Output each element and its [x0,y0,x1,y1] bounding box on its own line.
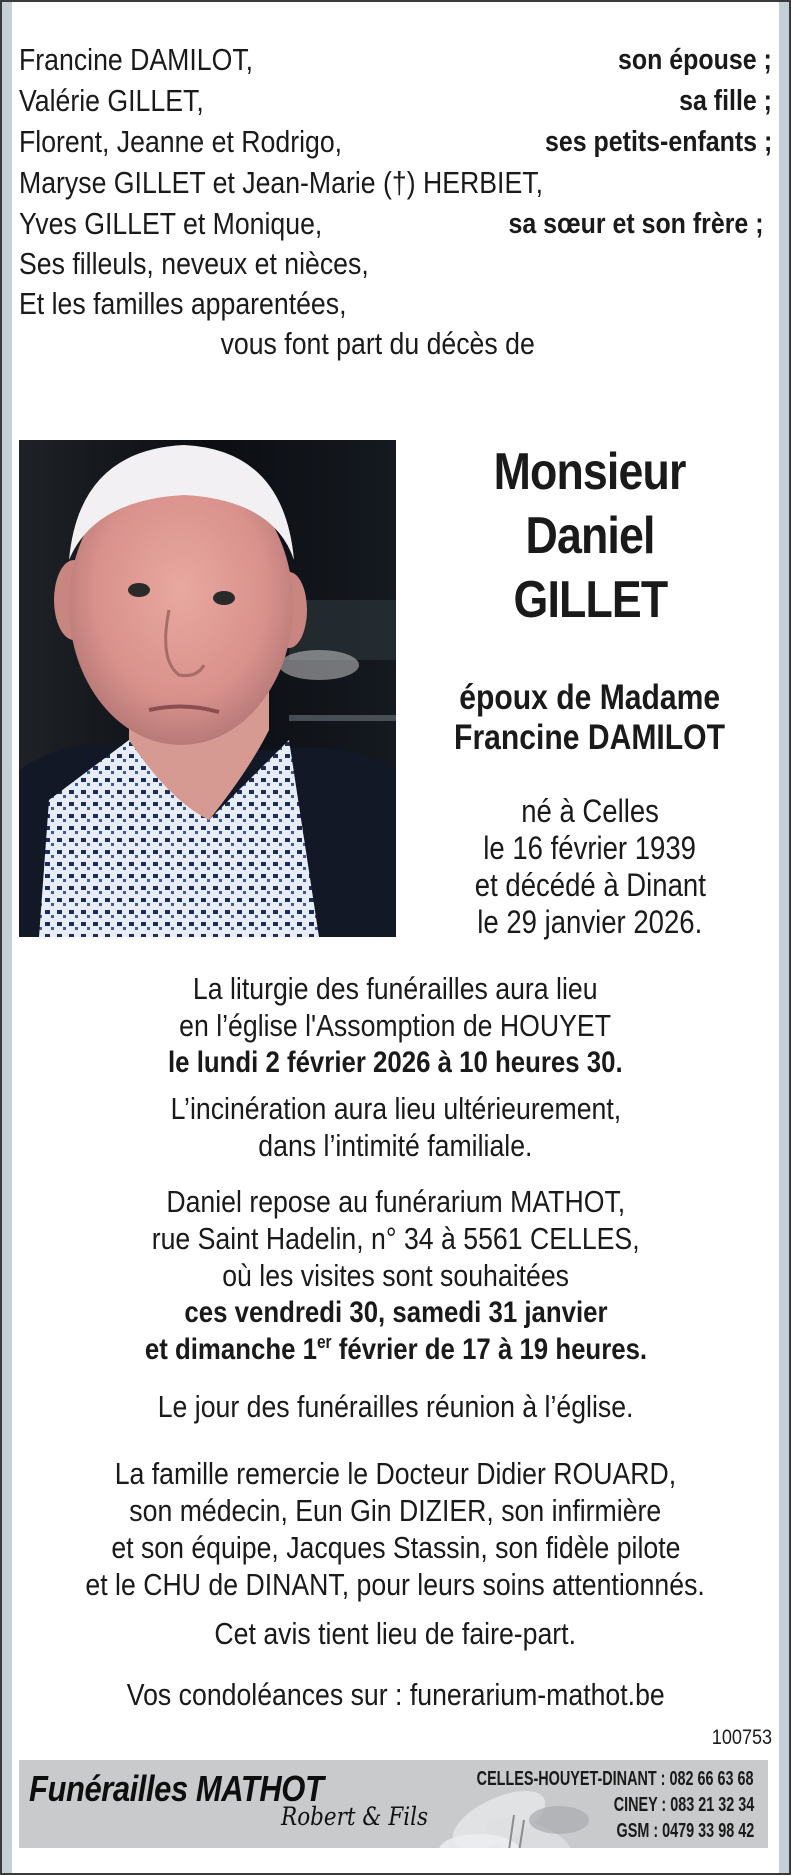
family-line [19,284,772,324]
family-line [19,81,772,121]
spouse-line-2: Francine DAMILOT [454,718,726,757]
announcement: vous font part du décès de [220,326,535,361]
condolences-line: Vos condoléances sur : funerarium-mathot.be [126,1677,665,1712]
contact-phone: CINEY : 083 21 32 34 [613,1794,754,1816]
spouse-line-1: époux de Madame [459,678,721,717]
family-line [19,40,772,80]
cremation-block [12,1090,779,1164]
family-relation: sa fille ; [679,85,772,117]
thanks-line: La famille remercie le Docteur Didier ROUARD, [114,1456,677,1491]
liturgy-block [12,970,779,1081]
thanks-line: son médecin, Eun Gin DIZIER, son infirmière [129,1493,662,1528]
family-relation: sa sœur et son frère ; [508,208,764,240]
cremation-line: L’incinération aura lieu ultérieurement, [170,1091,621,1126]
deceased-first-name: Daniel [525,507,655,565]
contact-phone: GSM : 0479 33 98 42 [616,1820,754,1842]
contact-phone: CELLES-HOUYET-DINANT : 082 66 63 68 [477,1768,754,1790]
visitation-dates: et dimanche 1er février de 17 à 19 heures. [144,1332,647,1366]
thanks-line: et son équipe, Jacques Stassin, son fidèle pilote [110,1530,681,1565]
family-line [19,163,772,203]
family-relation: ses petits-enfants ; [544,126,772,158]
deceased-title: Monsieur [494,443,686,501]
family-name: Yves GILLET et Monique, [19,206,323,241]
cremation-line: dans l’intimité familiale. [258,1128,533,1163]
family-name: Maryse GILLET et Jean-Marie (†) HERBIET, [19,165,543,200]
meeting-line: Le jour des funérailles réunion à l’église. [157,1389,634,1424]
thanks-line: et le CHU de DINANT, pour leurs soins attentionnés. [85,1567,706,1602]
deceased-name-block [410,440,770,632]
brand-subtitle: Robert & Fils [281,1802,429,1831]
family-line [19,122,772,162]
family-line [19,204,772,244]
family-name: Florent, Jeanne et Rodrigo, [19,124,343,159]
visitation-line: où les visites sont souhaitées [222,1258,569,1293]
family-name: Valérie GILLET, [19,83,204,118]
visitation-line: Daniel repose au funérarium MATHOT, [166,1184,625,1219]
family-name: Et les familles apparentées, [19,286,347,321]
portrait-photo [19,440,396,937]
liturgy-datetime: le lundi 2 février 2026 à 10 heures 30. [168,1046,623,1079]
family-line [19,244,772,284]
funeral-home-banner [19,1760,768,1848]
liturgy-line: La liturgie des funérailles aura lieu [193,971,598,1006]
contact-list [369,1766,754,1844]
thanks-block [12,1455,779,1603]
birth-place: né à Celles [521,793,659,829]
portrait-image-icon [19,440,396,937]
death-place: et décédé à Dinant [474,867,706,903]
visitation-block [12,1183,779,1368]
death-date: le 29 janvier 2026. [477,904,703,940]
visitation-line: rue Saint Hadelin, n° 34 à 5561 CELLES, [151,1221,640,1256]
birth-date: le 16 février 1939 [483,830,697,866]
right-side-strip [779,2,789,1873]
reference-number: 100753 [711,1726,772,1749]
faire-part-notice: Cet avis tient lieu de faire-part. [214,1616,577,1651]
brand-name: Funérailles MATHOT [29,1768,324,1809]
spouse-block [410,678,770,758]
liturgy-line: en l’église l'Assomption de HOUYET [179,1008,612,1043]
family-name: Francine DAMILOT, [19,42,254,77]
life-dates-block [410,793,770,941]
deceased-last-name: GILLET [513,571,667,629]
left-side-strip [2,2,12,1873]
family-relation: son épouse ; [618,44,772,76]
visitation-dates: ces vendredi 30, samedi 31 janvier [183,1296,608,1329]
family-name: Ses filleuls, neveux et nièces, [19,246,369,281]
